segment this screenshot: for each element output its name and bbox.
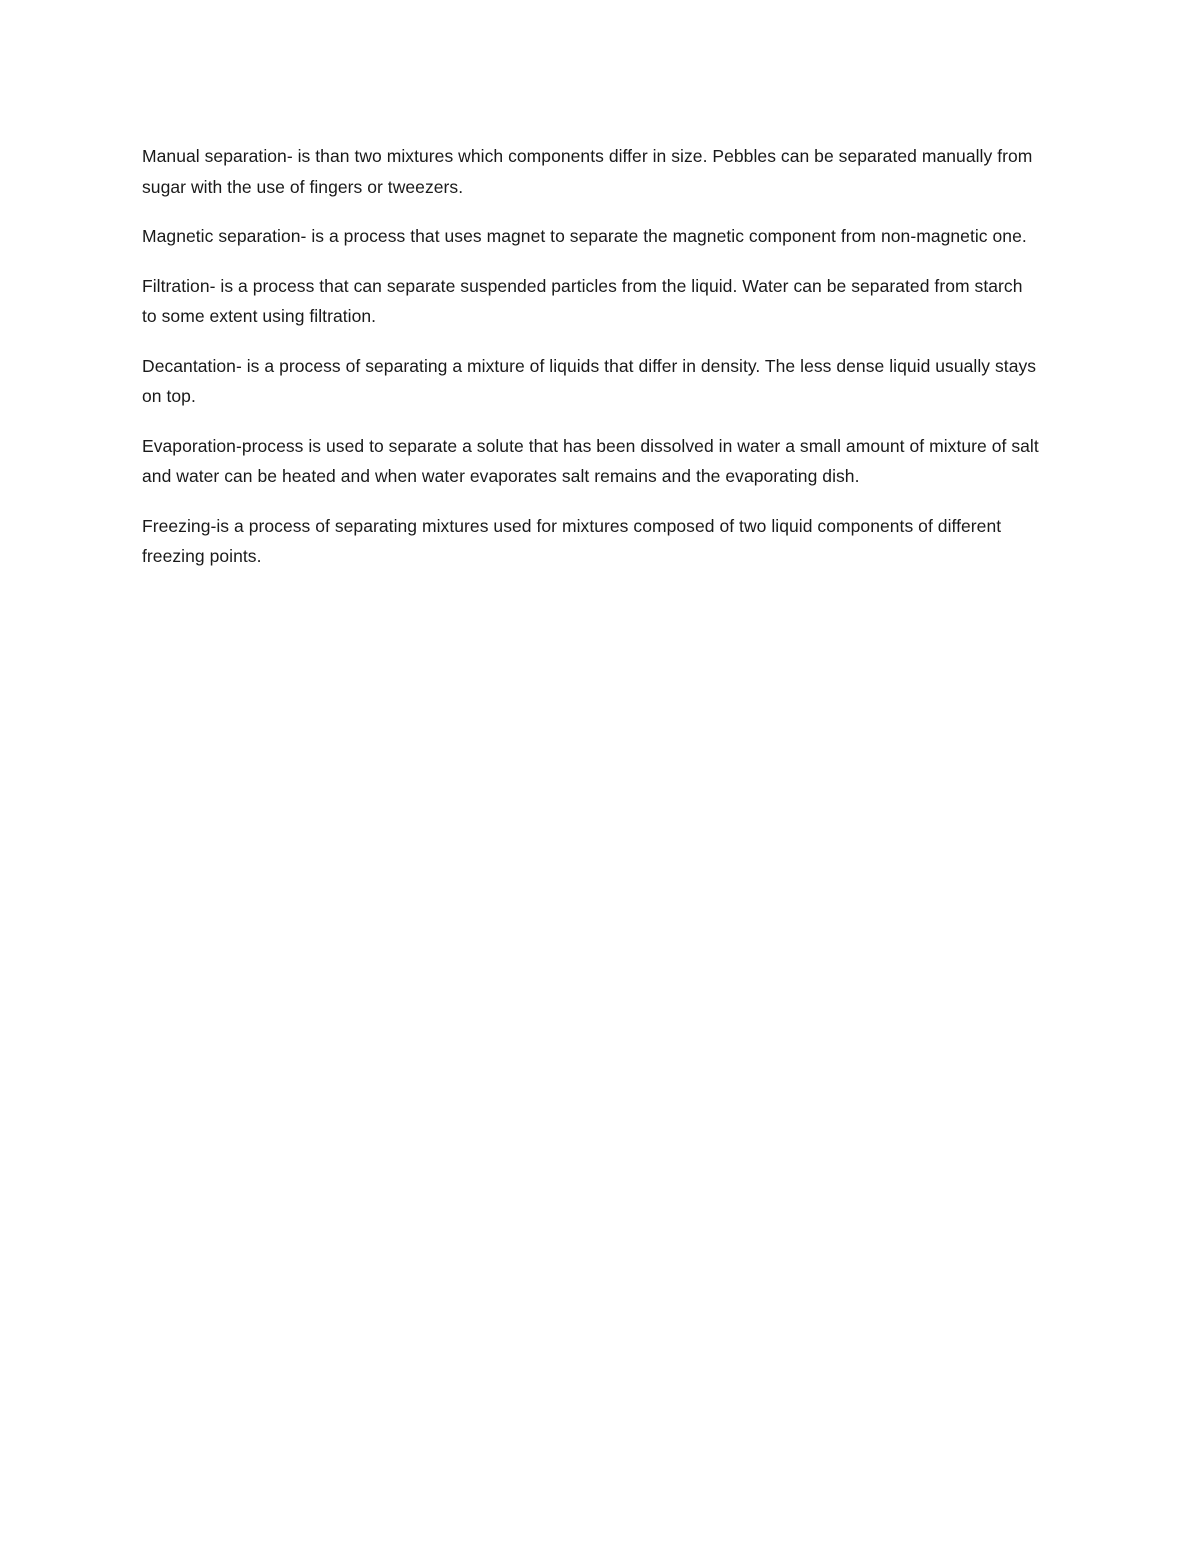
paragraph-decantation: Decantation- is a process of separating a mixture of liquids that differ in density. The less dense liquid usually stays on top. <box>142 355 1037 406</box>
paragraph-evaporation: Evaporation-process is used to separate a solute that has been dissolved in water a small amount of mixture of salt and water can be heated and when water evaporates salt remains and the evaporating dish. <box>142 435 1039 486</box>
paragraph-magnetic-separation: Magnetic separation- is a process that uses magnet to separate the magnetic component from non-magnetic one. <box>142 226 1027 246</box>
document-body <box>142 141 1042 591</box>
paragraph-filtration: Filtration- is a process that can separate suspended particles from the liquid. Water can be separated from starch to some extent using filtration. <box>142 275 1023 326</box>
paragraph-manual-separation: Manual separation- is than two mixtures which components differ in size. Pebbles can be separated manually from sugar with the use of fingers or tweezers. <box>142 146 1033 197</box>
paragraph-freezing: Freezing-is a process of separating mixtures used for mixtures composed of two liquid components of different freezing points. <box>142 515 1002 566</box>
